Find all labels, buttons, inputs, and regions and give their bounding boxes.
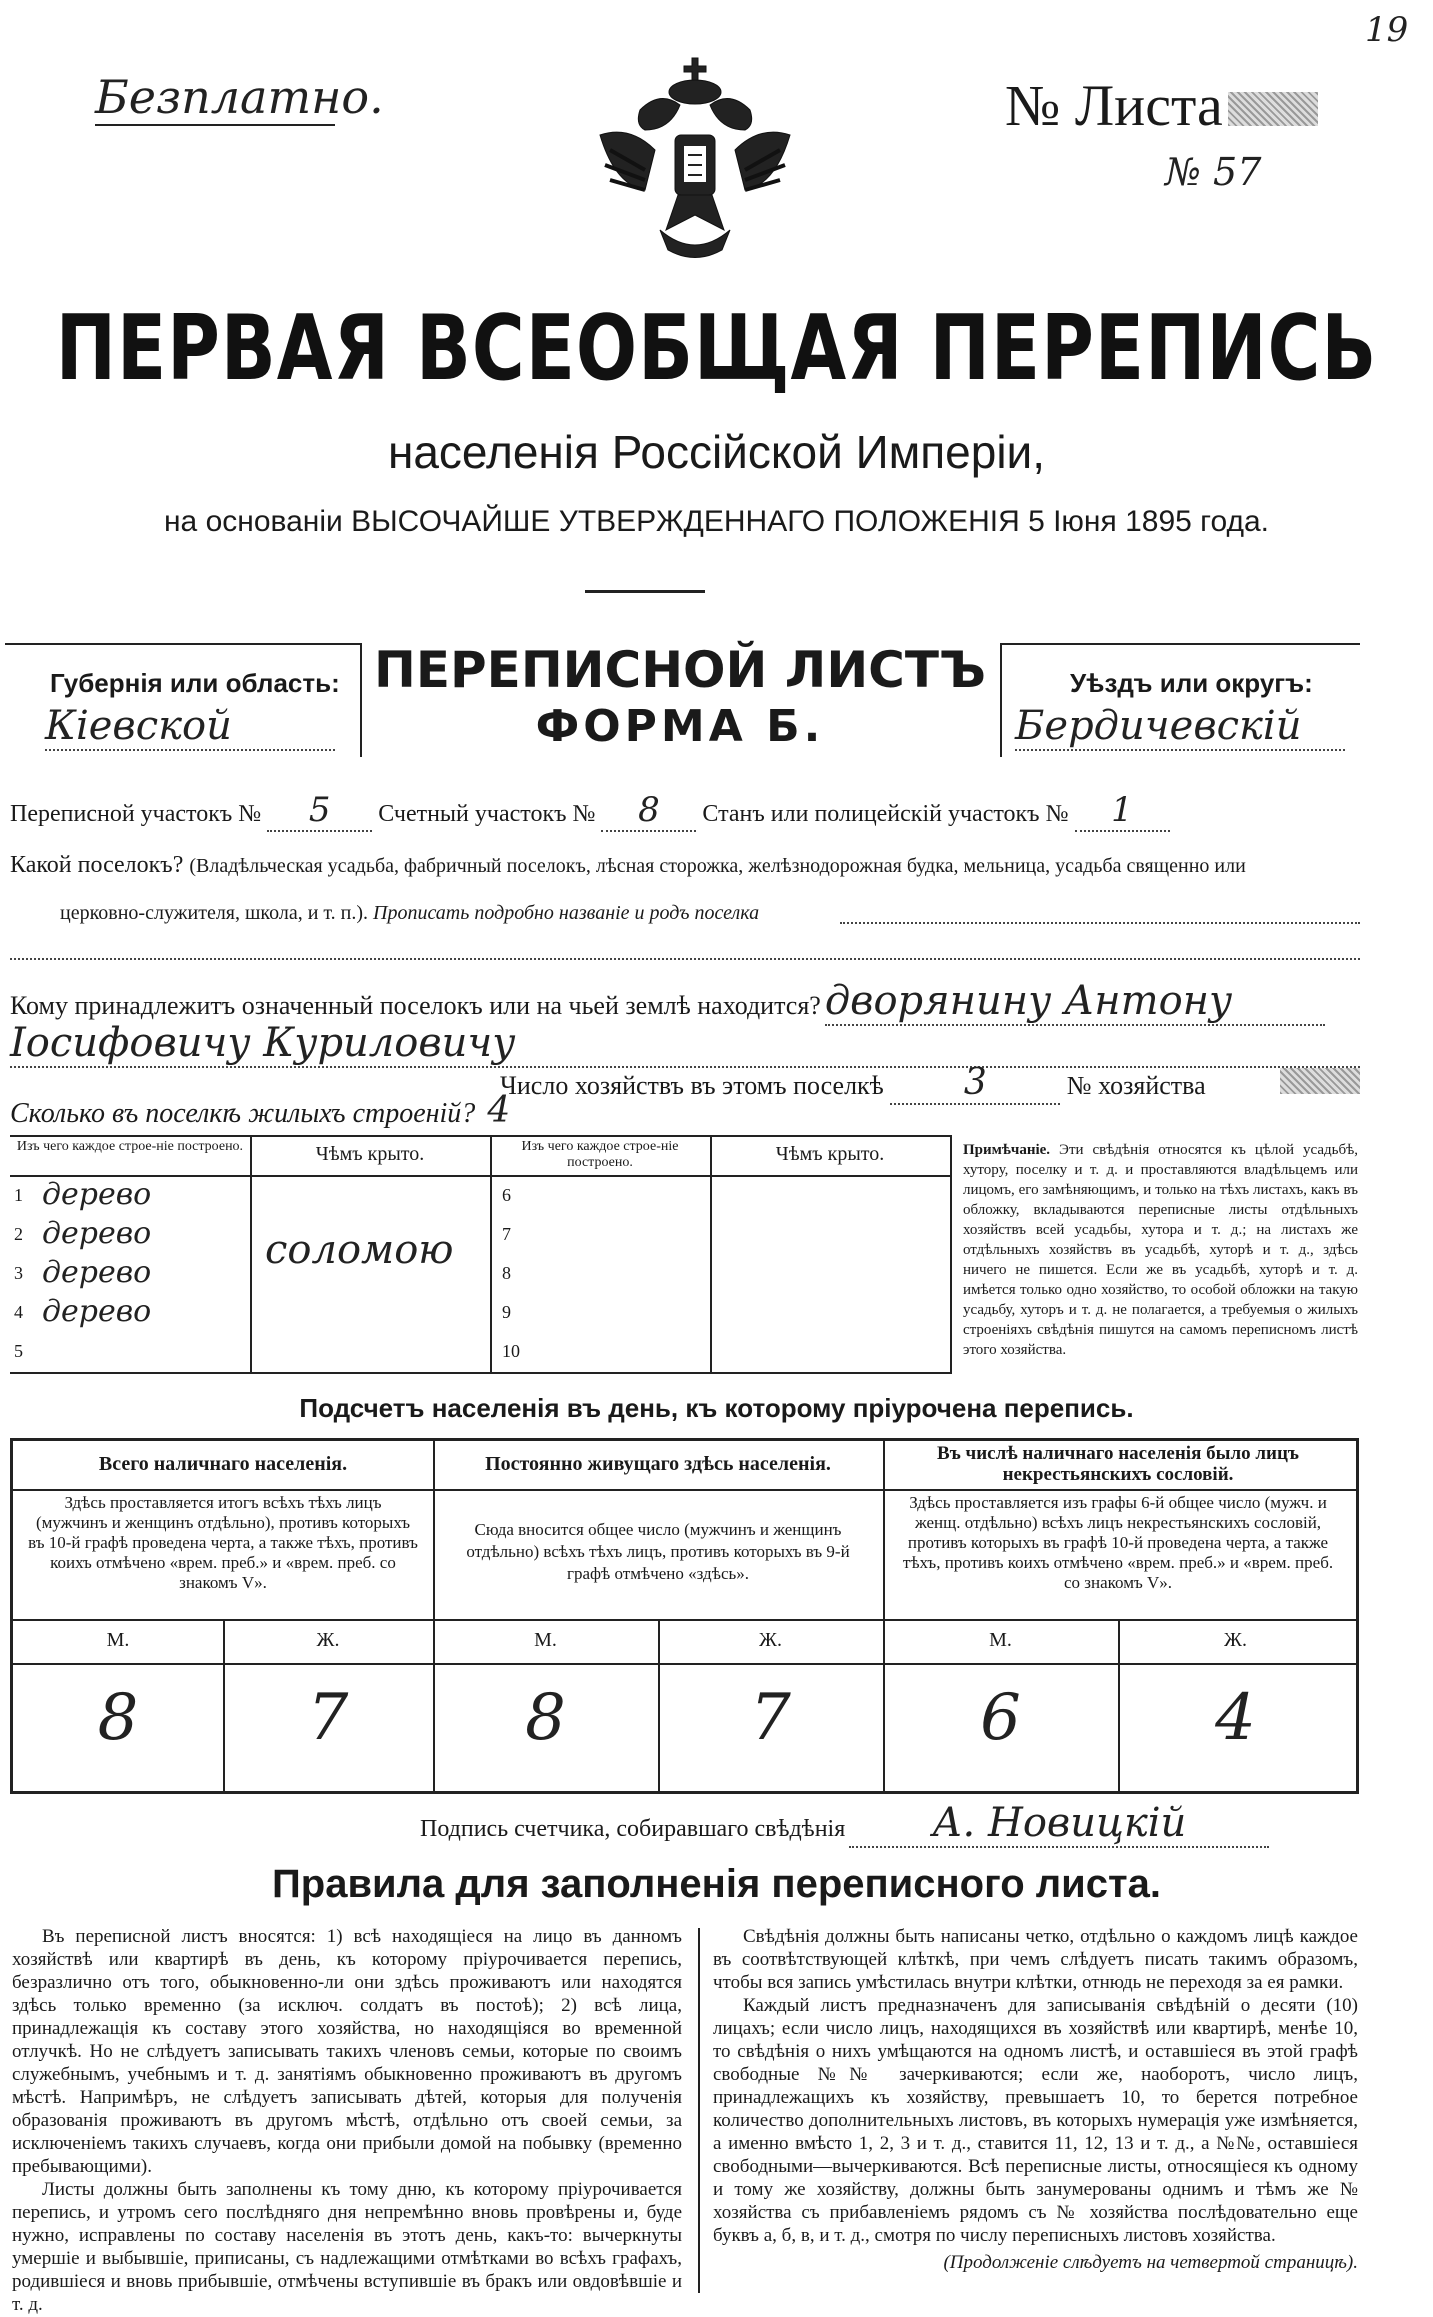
owner-value-1: дворянину Антону [825, 978, 1325, 1026]
settlement-value-line [840, 922, 1360, 924]
count-col1-desc: Здѣсь проставляется итогъ всѣхъ тѣхъ лицъ (мужчинъ и женщинъ отдѣльно), противъ которыхъ въ 10-й графѣ проведена черта, а также тѣхъ, противъ коихъ отмѣчено «врем. преб.» и «врем. преб. со знакомъ V». [28, 1493, 418, 1592]
imperial-eagle-icon [580, 50, 810, 270]
building-row: 6 [502, 1185, 511, 1205]
m-label: М. [534, 1629, 557, 1651]
free-label: Безплатно. [95, 70, 384, 124]
count-value: 8 [97, 1681, 139, 1755]
corner-mark: 19 [1365, 10, 1409, 50]
m-label: М. [989, 1629, 1012, 1651]
settlement-instruction: Прописать подробно названіе и родъ поселка [373, 902, 760, 924]
form-box [5, 643, 1360, 758]
building-row: 8 [502, 1263, 511, 1283]
households-label: Число хозяйствъ въ этомъ поселкѣ [500, 1071, 884, 1100]
household-number-label: № хозяйства [1066, 1071, 1206, 1100]
census-subtitle: населенія Россійской Имперіи, [387, 426, 1046, 478]
census-area-label: Переписной участокъ № [10, 801, 262, 827]
rules-left-paragraph-2: Листы должны быть заполнены къ тому дню, къ которому пріурочивается перепись, и утромъ сего послѣдняго дня непремѣнно вновь провѣрены и, буде нужно, исправлены по составу населенія въ этотъ день, какъ-то: вычеркнуты умершіе и выбывшіе, приписаны, съ надлежащими отмѣтками во всѣхъ графахъ, родившіеся и вновь прибывшіе, отмѣчены вступившіе въ бракъ или овдовѣвшіе и т. д. [12, 2179, 682, 2315]
count-col3-title: Въ числѣ наличнаго населенія было лицъ некрестьянскихъ сословій. [937, 1443, 1299, 1485]
building-row: 7 [502, 1224, 511, 1244]
buildings-value: 4 [487, 1090, 511, 1131]
count-title: Подсчетъ населенія въ день, къ которому пріурочена перепись. [299, 1393, 1134, 1423]
settlement-hint-2: церковно-служителя, школа, и т. п.). [60, 902, 368, 924]
rules-right-paragraph-2: Каждый листъ предназначенъ для записыванія свѣдѣній о десяти (10) лицахъ; если число лицъ, находящихся въ хозяйствѣ или квартирѣ, менѣе 10, то свѣдѣнія о нихъ умѣщаются на одномъ листѣ, и оставшіеся въ этой графѣ свободные №№ зачеркиваются; если же, наоборотъ, число лицъ, принадлежащихъ къ хозяйству, превышаетъ 10, то берется потребное количество дополнительныхъ листовъ, въ которыхъ нумерація уже измѣняется, а именно вмѣсто 1, 2, 3 и т. д., ставится 11, 12, 13 и т. д., а №№, оставшіеся свободными—вычеркиваются. Всѣ переписные листы, относящіеся къ одному и тому же хозяйству, должны быть занумерованы однимъ и тѣмъ же № хозяйства съ прибавленіемъ рядомъ съ № хозяйства послѣдовательно еще буквъ а, б, в, и т. д., смотря по числу переписныхъ листовъ хозяйства. [713, 1995, 1358, 2246]
buildings-table [10, 1135, 952, 1374]
district-value: Бердичевскій [1015, 703, 1345, 751]
buildings-label: Сколько въ поселкѣ жилыхъ строеній? [10, 1098, 476, 1129]
sheet-number-redaction [1228, 92, 1318, 126]
settlement-hint: (Владѣльческая усадьба, фабричный поселокъ, лѣсная сторожка, желѣзнодорожная будка, мельница, усадьба священно или [189, 855, 1246, 877]
count-value: 8 [525, 1681, 566, 1755]
sheet-number-label: № Листа [1005, 73, 1223, 138]
col-roof-left: Чѣмъ крыто. [315, 1143, 425, 1165]
free-underline [95, 124, 335, 126]
form-name: ФОРМА Б. [535, 701, 825, 752]
f-label: Ж. [1224, 1629, 1247, 1651]
police-area-value: 1 [1075, 790, 1170, 832]
household-number-redaction [1280, 1068, 1360, 1094]
rules-right-column [713, 1925, 1358, 2274]
rules-title: Правила для заполненія переписного листа. [272, 1862, 1161, 1906]
roof-value: соломою [265, 1227, 454, 1273]
count-value: 7 [307, 1681, 349, 1755]
rules-continued: (Продолженіе слѣдуетъ на четвертой страницѣ). [943, 2252, 1358, 2273]
col-roof-right: Чѣмъ крыто. [775, 1143, 885, 1165]
form-title: ПЕРЕПИСНОЙ ЛИСТЪ [374, 641, 986, 699]
note-text: Эти свѣдѣнія относятся къ цѣлой усадьбѣ, хутору, поселку и т. д. и проставляются владѣльцемъ или лицомъ, его замѣняющимъ, и только на тѣхъ листахъ, какъ въ обложку, вкладываются переписные листы отдѣльныхъ хозяйствъ всей усадьбы, хутора и т. д.; на листахъ же отдѣльныхъ хозяйствъ въ усадьбѣ, хуторѣ и т. д., здѣсь ничего не пишется. Если же въ усадьбѣ, хуторѣ и т. д. имѣется только одно хозяйство, то особой обложки на такую усадьбу, хуторъ и т. д. не полагается, а требуемыя о жилыхъ строеніяхъ свѣдѣнія пишутся на самомъ переписномъ листѣ этого хозяйства. [963, 1142, 1359, 1358]
f-label: Ж. [316, 1629, 340, 1651]
count-col2-title: Постоянно живущаго здѣсь населенія. [485, 1453, 831, 1475]
census-area-value: 5 [267, 790, 372, 832]
f-label: Ж. [759, 1629, 782, 1651]
building-row: 4 дерево [14, 1294, 152, 1329]
col-material-right: Изъ чего каждое строе-ніе построено. [521, 1139, 679, 1170]
rules-left-column [12, 1925, 682, 2316]
count-value: 6 [980, 1681, 1021, 1755]
count-area-label: Счетный участокъ № [378, 801, 596, 827]
count-col1-title: Всего наличнаго населенія. [98, 1453, 348, 1475]
sheet-number-handwritten: № 57 [1165, 150, 1262, 194]
header-divider [585, 590, 705, 593]
owner-value-2: Іосифовичу Куриловичу [10, 1020, 1360, 1068]
count-area-value: 8 [601, 790, 696, 832]
count-col2-desc: Сюда вносится общее число (мужчинъ и женщинъ отдѣльно) всѣхъ тѣхъ лицъ, противъ которыхъ въ 9-й графѣ отмѣчено «здѣсь». [466, 1520, 850, 1583]
households-value: 3 [890, 1062, 1060, 1105]
owner-label: Кому принадлежитъ означенный поселокъ или на чьей землѣ находится? [10, 991, 821, 1020]
count-value: 4 [1215, 1681, 1256, 1755]
building-row: 2 дерево [14, 1216, 152, 1251]
note-title: Примѣчаніе. [963, 1142, 1051, 1158]
province-value: Кіевской [45, 703, 335, 751]
count-table [10, 1438, 1359, 1794]
col-material-left: Изъ чего каждое строе-ніе построено. [16, 1139, 244, 1154]
settlement-value-line-2 [10, 958, 1360, 960]
building-row: 10 [502, 1341, 520, 1361]
building-row: 3 дерево [14, 1255, 152, 1290]
settlement-label: Какой поселокъ? [10, 852, 184, 878]
building-row: 9 [502, 1302, 511, 1322]
district-label: Уѣздъ или округъ: [1070, 668, 1313, 698]
province-label: Губернія или область: [50, 668, 340, 698]
count-value: 7 [750, 1681, 791, 1755]
note-block [963, 1140, 1358, 1360]
rules-right-paragraph: Свѣдѣнія должны быть написаны четко, отдѣльно о каждомъ лицѣ каждое въ соотвѣтствующей клѣткѣ, при чемъ слѣдуетъ писать такимъ образомъ, чтобы вся запись умѣстилась внутри клѣтки, отнюдь не переходя за ея рамки. [713, 1926, 1358, 1993]
rules-left-paragraph: Въ переписной листъ вносятся: 1) всѣ находящіеся на лицо въ данномъ хозяйствѣ или квартирѣ въ день, къ которому пріурочивается перепись, безразлично отъ того, обыкновенно-ли они здѣсь проживаютъ или находятся здѣсь только временно (за исключ. солдатъ въ постоѣ); 2) всѣ лица, принадлежащія къ составу этого хозяйства, но находящіяся во временной отлучкѣ. Но не слѣдуетъ записывать такихъ членовъ семьи, которые по своимъ служебнымъ, учебнымъ и т. д. занятіямъ обыкновенно проживаютъ въ другомъ мѣстѣ. Напримѣръ, не слѣдуетъ записывать дѣтей, которыя для полученія образованія проживаютъ въ другомъ мѣстѣ, отдѣльно отъ своей семьи, за исключеніемъ такихъ случаевъ, когда они прибыли домой на побывку (временно пребывающими). [12, 1926, 682, 2177]
building-row: 5 [14, 1341, 23, 1361]
police-area-label: Станъ или полицейскій участокъ № [702, 801, 1069, 827]
census-basis: на основаніи ВЫСОЧАЙШЕ УТВЕРЖДЕННАГО ПОЛОЖЕНІЯ 5 Іюня 1895 года. [163, 505, 1269, 538]
m-label: М. [106, 1629, 130, 1651]
building-row: 1 дерево [14, 1177, 152, 1212]
rules-column-divider [698, 1928, 700, 2293]
signature-value: А. Новицкій [849, 1800, 1269, 1848]
census-title: ПЕРВАЯ ВСЕОБЩАЯ ПЕРЕПИСЬ [55, 295, 1378, 400]
signature-label: Подпись счетчика, собиравшаго свѣдѣнія [420, 1816, 846, 1842]
count-col3-desc: Здѣсь проставляется изъ графы 6-й общее число (мужч. и женщ. отдѣльно) всѣхъ лицъ некрестьянскихъ сословій, противъ которыхъ въ графѣ 10-й проведена черта, а также тѣхъ, противъ коихъ отмѣчено «врем. преб.» и «врем. преб. со знакомъ V». [902, 1493, 1334, 1592]
